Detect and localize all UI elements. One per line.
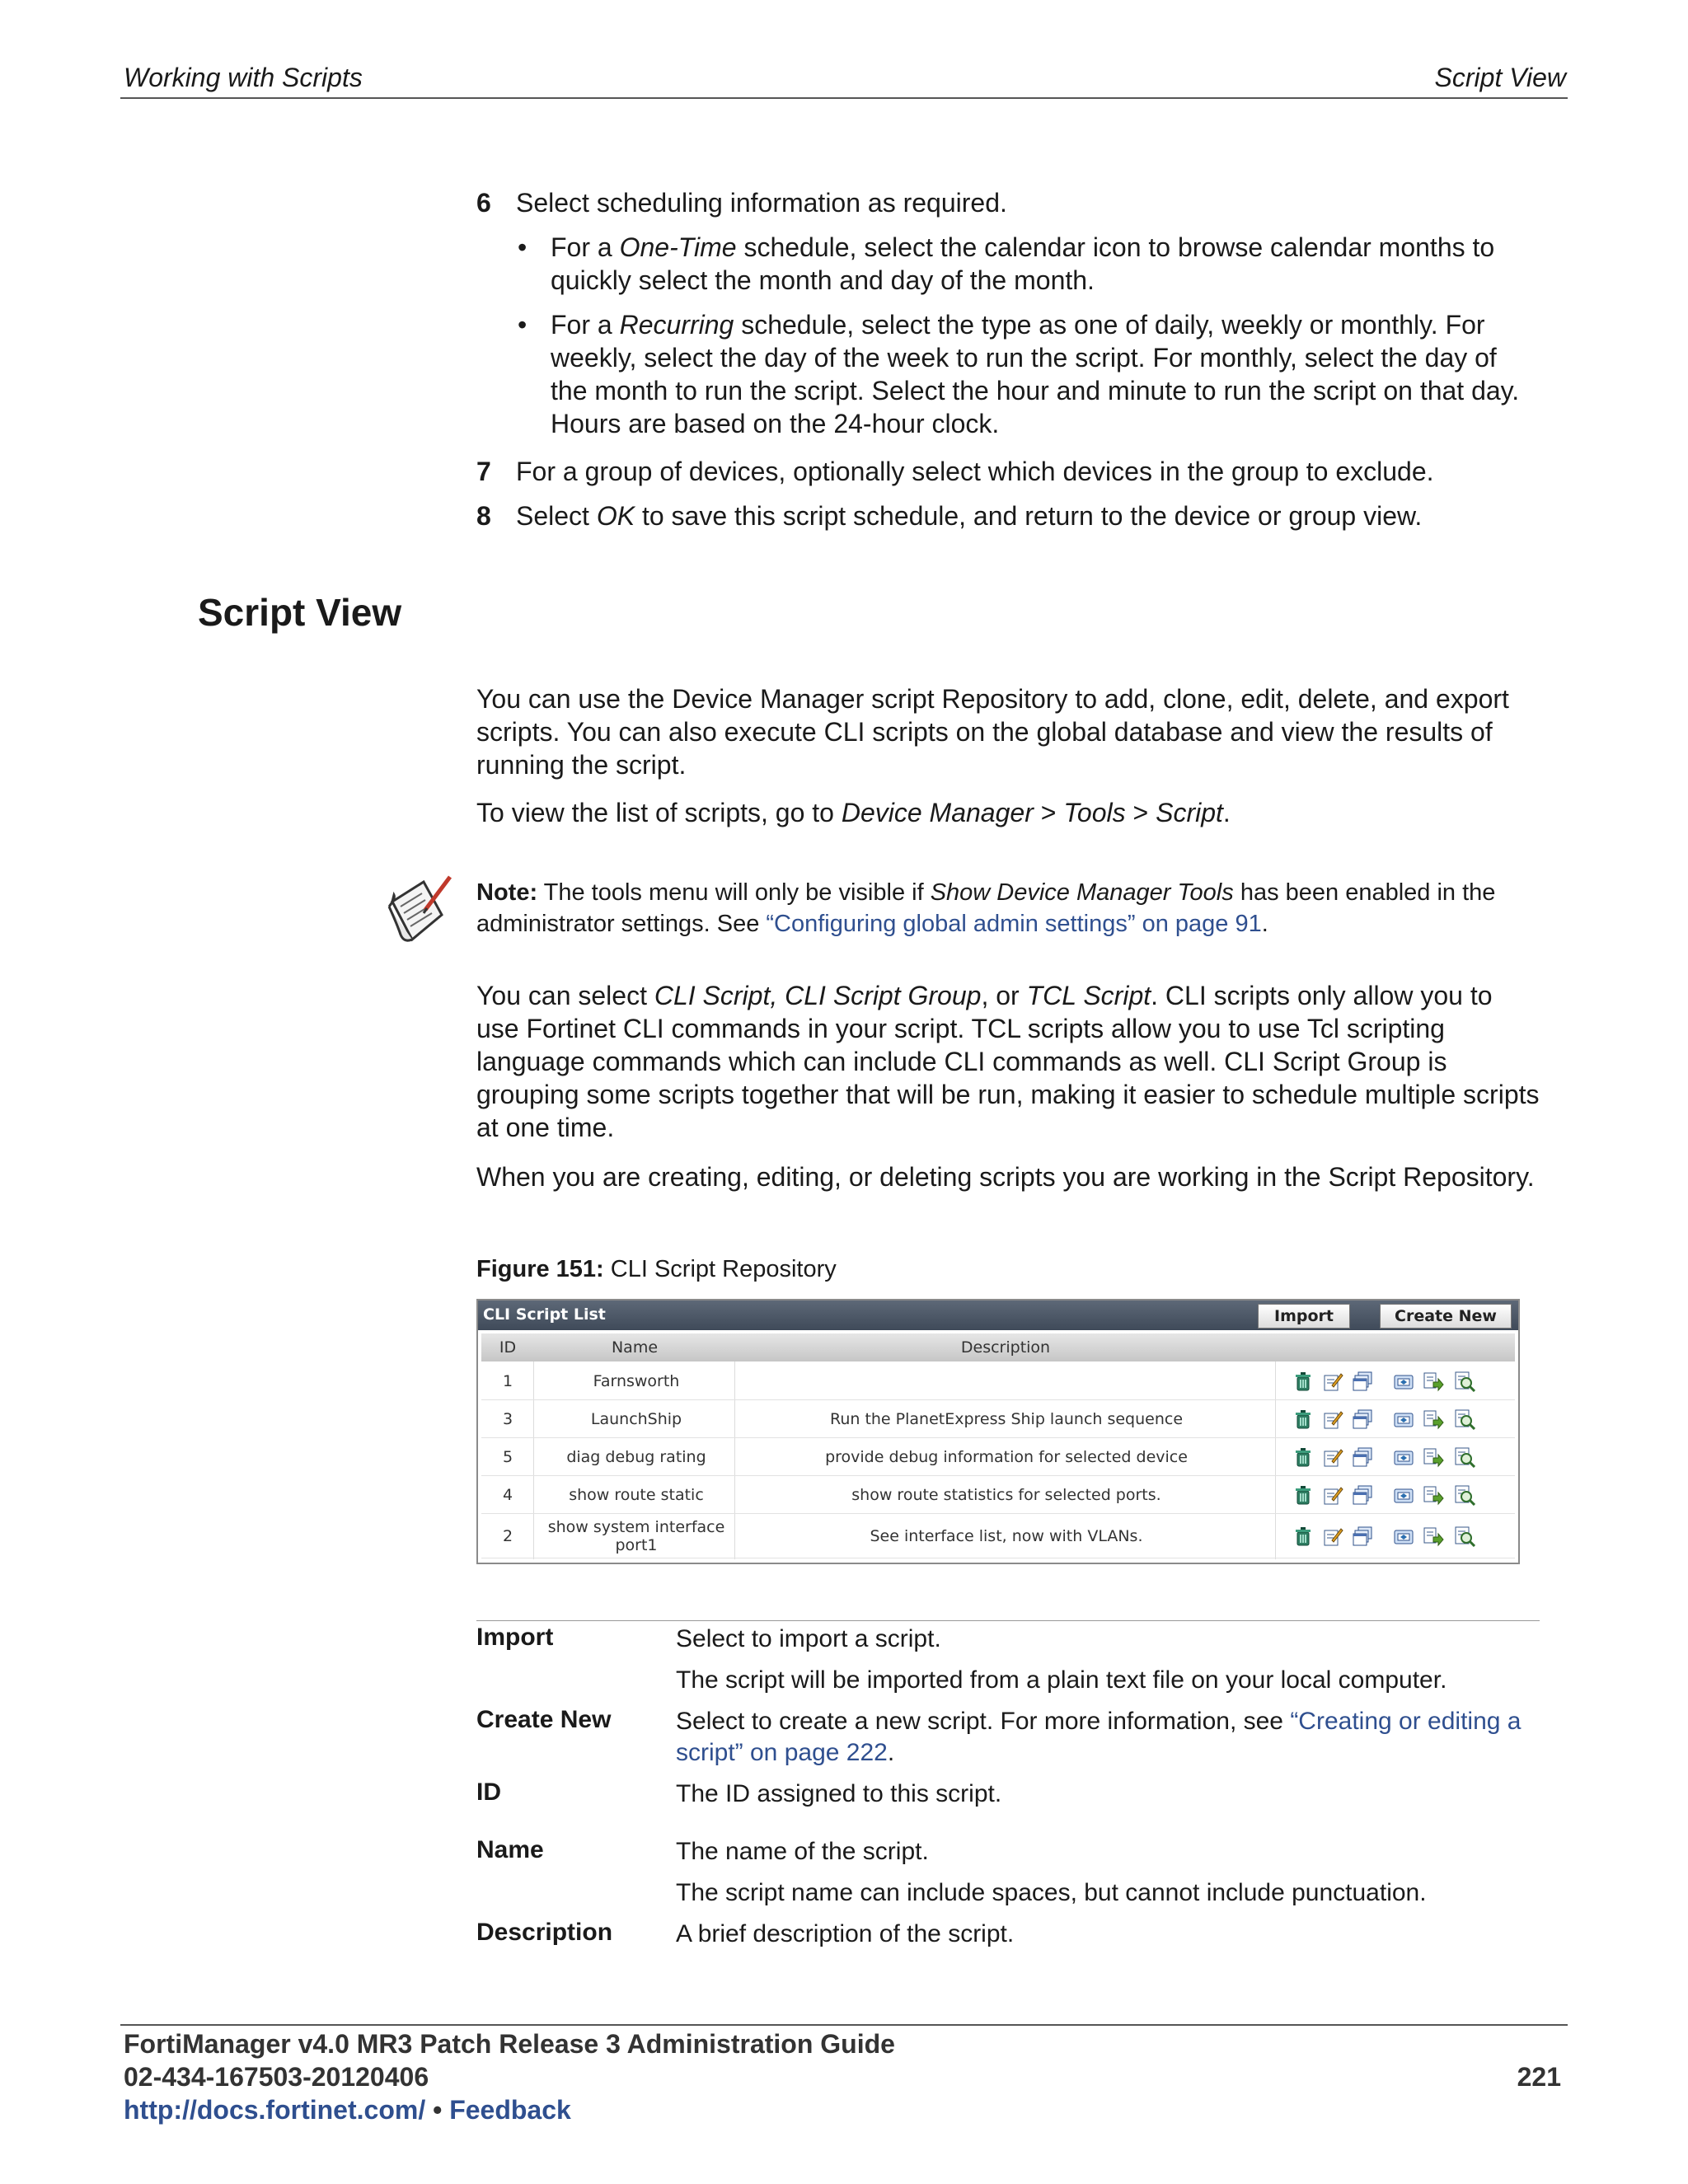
note-emphasis: Show Device Manager Tools bbox=[930, 879, 1234, 906]
running-header-chapter: Working with Scripts bbox=[124, 63, 363, 92]
run-icon[interactable] bbox=[1423, 1484, 1444, 1506]
def-create-new: Select to create a new script. For more information, see “Creating or editing a script” on page 222. bbox=[676, 1708, 1522, 1766]
bullet-text: schedule, select the type as one of daily, weekly or monthly. For weekly, select the day of the week to run the script. For monthly, select the day of the month to run the script. Select the hour and minute to run the script on that day. Hours are based on the 24-hour clock. bbox=[551, 310, 1520, 438]
cell-name: diag debug rating bbox=[566, 1448, 706, 1466]
run-icon[interactable] bbox=[1423, 1408, 1444, 1430]
delete-icon[interactable] bbox=[1292, 1446, 1314, 1468]
cell-id: 2 bbox=[502, 1527, 513, 1545]
view-result-icon[interactable] bbox=[1454, 1371, 1475, 1392]
view-result-icon[interactable] bbox=[1454, 1484, 1475, 1506]
bullet-one-time: • For a One-Time schedule, select the calendar icon to browse calendar months to quickly select the month and day of the month. bbox=[518, 232, 1495, 295]
table-row[interactable] bbox=[481, 1515, 1515, 1558]
list-title: CLI Script List bbox=[483, 1305, 606, 1324]
cell-name: show route static bbox=[569, 1486, 704, 1504]
view-result-icon[interactable] bbox=[1454, 1446, 1475, 1468]
cell-id: 1 bbox=[502, 1372, 513, 1390]
script-type-emphasis: TCL Script bbox=[1026, 981, 1151, 1010]
script-types-paragraph: You can select CLI Script, CLI Script Group, or TCL Script. CLI scripts only allow you to use Fortinet CLI commands in your script. TCL scripts allow you to use Tcl scripting language commands which can include CLI commands as well. CLI Script Group is grouping some scripts together that will be run, making it easier to schedule multiple scripts at one time. bbox=[476, 981, 1540, 1142]
footer-title: FortiManager v4.0 MR3 Patch Release 3 Administration Guide bbox=[124, 2029, 895, 2059]
table-row[interactable] bbox=[481, 1477, 1515, 1514]
step-text: to save this script schedule, and return to the device or group view. bbox=[635, 501, 1423, 531]
note-icon bbox=[384, 874, 453, 946]
cli-script-list-screenshot bbox=[476, 1299, 1520, 1564]
run-icon[interactable] bbox=[1423, 1446, 1444, 1468]
run-icon[interactable] bbox=[1423, 1371, 1444, 1392]
def-import-2: The script will be imported from a plain text file on your local computer. bbox=[676, 1666, 1447, 1694]
term-name: Name bbox=[476, 1836, 544, 1863]
bullet-text: For a bbox=[551, 232, 620, 262]
cell-id: 4 bbox=[502, 1486, 513, 1504]
column-header-id[interactable]: ID bbox=[481, 1333, 535, 1361]
run-icon[interactable] bbox=[1423, 1526, 1444, 1547]
cell-name: Farnsworth bbox=[593, 1372, 680, 1390]
footer-divider bbox=[120, 2024, 1568, 2026]
term-id: ID bbox=[476, 1779, 501, 1806]
menu-path-device-manager: Device Manager bbox=[841, 798, 1034, 827]
step-number: 8 bbox=[476, 501, 491, 531]
step-7 bbox=[476, 455, 1540, 488]
clone-icon[interactable] bbox=[1352, 1446, 1373, 1468]
def-name-2: The script name can include spaces, but cannot include punctuation. bbox=[676, 1879, 1427, 1906]
edit-icon[interactable] bbox=[1322, 1446, 1343, 1468]
column-header-actions bbox=[1276, 1333, 1516, 1361]
view-result-icon[interactable] bbox=[1454, 1526, 1475, 1547]
step-emphasis: OK bbox=[596, 501, 635, 531]
create-new-button[interactable]: Create New bbox=[1380, 1304, 1512, 1329]
footer-docnum: 02-434-167503-20120406 bbox=[124, 2062, 429, 2092]
intro-paragraph: You can use the Device Manager script Repository to add, clone, edit, delete, and export scripts. You can also execute CLI scripts on the global database and view the results of running the script. bbox=[476, 684, 1509, 780]
menu-path-tools: Tools bbox=[1063, 798, 1126, 827]
list-titlebar bbox=[478, 1301, 1518, 1330]
bullet-text: For a bbox=[551, 310, 620, 340]
footer-links: http://docs.fortinet.com/ • Feedback bbox=[124, 2095, 571, 2125]
header-divider bbox=[120, 97, 1568, 99]
def-import-1: Select to import a script. bbox=[676, 1625, 941, 1652]
table-row[interactable] bbox=[481, 1401, 1515, 1438]
table-row[interactable] bbox=[481, 1439, 1515, 1476]
figure-label: Figure 151: bbox=[476, 1256, 604, 1282]
cell-name: LaunchShip bbox=[590, 1410, 682, 1428]
import-button[interactable]: Import bbox=[1258, 1304, 1350, 1329]
edit-icon[interactable] bbox=[1322, 1408, 1343, 1430]
feedback-link[interactable]: Feedback bbox=[449, 2095, 571, 2125]
cell-description: Run the PlanetExpress Ship launch sequence bbox=[829, 1410, 1184, 1428]
script-type-emphasis: CLI Script, CLI Script Group bbox=[654, 981, 982, 1010]
cell-name: show system interface port1 bbox=[547, 1518, 725, 1554]
term-create-new: Create New bbox=[476, 1706, 612, 1733]
repository-paragraph: When you are creating, editing, or deleting scripts you are working in the Script Repository. bbox=[476, 1162, 1535, 1192]
export-icon[interactable] bbox=[1393, 1526, 1414, 1547]
bullet-emphasis: Recurring bbox=[619, 310, 734, 340]
clone-icon[interactable] bbox=[1352, 1526, 1373, 1547]
running-header-section: Script View bbox=[1434, 63, 1566, 92]
def-id: The ID assigned to this script. bbox=[676, 1780, 1002, 1807]
figure-caption: Figure 151: CLI Script Repository bbox=[476, 1256, 837, 1282]
export-icon[interactable] bbox=[1393, 1484, 1414, 1506]
definition-table-rule bbox=[476, 1620, 1540, 1621]
edit-icon[interactable] bbox=[1322, 1484, 1343, 1506]
cell-description: show route statistics for selected ports. bbox=[851, 1486, 1161, 1504]
step-text: Select bbox=[516, 501, 597, 531]
step-number: 6 bbox=[476, 188, 491, 218]
step-number: 7 bbox=[476, 457, 491, 486]
column-header-name[interactable]: Name bbox=[534, 1333, 736, 1361]
creating-script-link[interactable]: “Creating or editing a script” on page 222 bbox=[676, 1708, 1522, 1766]
column-header-description[interactable]: Description bbox=[735, 1333, 1277, 1361]
bullet-recurring: • For a Recurring schedule, select the type as one of daily, weekly or monthly. For weekly, select the day of the week to run the script. For monthly, select the day of the month to run the script. Select the hour and minute to run the script on that day. Hours are based on the 24-hour clock. bbox=[518, 310, 1520, 438]
cell-description bbox=[737, 1363, 1276, 1399]
clone-icon[interactable] bbox=[1352, 1408, 1373, 1430]
note-label: Note: bbox=[476, 879, 538, 906]
export-icon[interactable] bbox=[1393, 1371, 1414, 1392]
def-name-1: The name of the script. bbox=[676, 1838, 929, 1865]
step-text: For a group of devices, optionally select which devices in the group to exclude. bbox=[516, 457, 1434, 486]
clone-icon[interactable] bbox=[1352, 1484, 1373, 1506]
bullet-text: schedule, select the calendar icon to browse calendar months to quickly select the month and day of the month. bbox=[551, 232, 1495, 295]
note-box: Note: The tools menu will only be visible if Show Device Manager Tools has been enabled in the administrator settings. See “Configuring global admin settings” on page 91. bbox=[476, 879, 1496, 937]
cell-id: 5 bbox=[502, 1448, 513, 1466]
navigation-paragraph: To view the list of scripts, go to Device Manager > Tools > Script. bbox=[476, 798, 1231, 827]
step-8 bbox=[476, 499, 1540, 532]
delete-icon[interactable] bbox=[1292, 1408, 1314, 1430]
step-text: Select scheduling information as required. bbox=[516, 188, 1007, 218]
delete-icon[interactable] bbox=[1292, 1484, 1314, 1506]
term-import: Import bbox=[476, 1624, 554, 1651]
edit-icon[interactable] bbox=[1322, 1526, 1343, 1547]
term-description: Description bbox=[476, 1919, 613, 1946]
clone-icon[interactable] bbox=[1352, 1371, 1373, 1392]
cell-id: 3 bbox=[502, 1410, 513, 1428]
edit-icon[interactable] bbox=[1322, 1371, 1343, 1392]
step-6 bbox=[476, 186, 1540, 219]
menu-path-script: Script bbox=[1156, 798, 1223, 827]
cell-description: See interface list, now with VLANs. bbox=[870, 1527, 1143, 1545]
admin-settings-link[interactable]: “Configuring global admin settings” on page 91 bbox=[766, 911, 1262, 937]
def-description: A brief description of the script. bbox=[676, 1920, 1015, 1947]
cell-description: provide debug information for selected device bbox=[825, 1448, 1188, 1466]
docs-link[interactable]: http://docs.fortinet.com/ bbox=[124, 2095, 426, 2125]
bullet-emphasis: One-Time bbox=[619, 232, 737, 262]
delete-icon[interactable] bbox=[1292, 1526, 1314, 1547]
section-title: Script View bbox=[198, 591, 402, 634]
delete-icon[interactable] bbox=[1292, 1371, 1314, 1392]
export-icon[interactable] bbox=[1393, 1446, 1414, 1468]
table-row[interactable] bbox=[481, 1363, 1515, 1400]
export-icon[interactable] bbox=[1393, 1408, 1414, 1430]
view-result-icon[interactable] bbox=[1454, 1408, 1475, 1430]
page-number: 221 bbox=[1517, 2062, 1561, 2092]
